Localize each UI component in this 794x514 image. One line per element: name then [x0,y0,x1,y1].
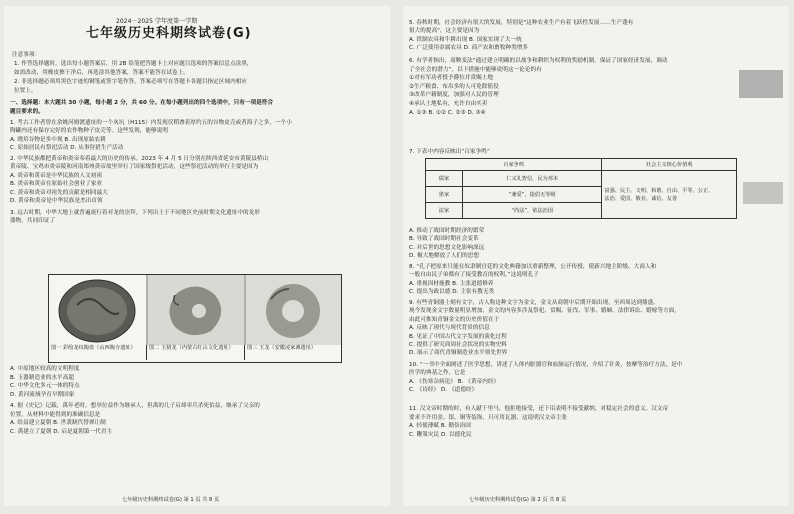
q6-line: ③改革户籍制度，加强对人民的管理 [409,92,499,99]
table-school: 儒家 [426,171,463,187]
q5-line: 很大的提高"，这主要是因为 [409,28,480,35]
question-7-table [425,158,737,219]
q4-line: C. 禹建立了夏朝 D. 启是夏朝第一代君主 [10,428,113,435]
table-idea: 仁义礼智信，民为邦本 [463,171,602,187]
notices-line: 2. 非选择题必须用黑色字迹的钢笔或签字笔作答，答案必须写在答题卡各题目指定区域内相应 [14,79,248,85]
exam-page-1 [4,6,390,506]
q9-line: B. 见证了中国古代文字发展的演化过程 [409,333,507,340]
q8-line: A. 重视因材施教 B. 主张道德修养 [409,280,494,287]
q5-line: C. 广泛使用金属农具 D. 商产农和畜牧种类增多 [409,45,529,52]
notice-label: 注意事项： [12,52,41,58]
q11-line: C. 鞭策灾民 D. 以德化民 [409,431,472,438]
section1-line: 一、选择题：本大题共 30 小题，每小题 2 分，共 60 分。在每小题列出的四个选项中，只有一项是符合 [10,100,274,106]
q9-line: A. 反映了现代与现代背景的信息 [409,325,490,332]
caption-figure-1: 图一 彩绘龙纹陶盘（山西陶寺遗址） [49,345,147,360]
q7opts-line: C. 对后世的思想文化影响深远 [409,244,485,251]
q7opts-line: D. 极大地解放了人们的思想 [409,253,480,260]
q3opts-line: D. 黄河流域孕育早期国家 [10,391,75,398]
q11-line: 要求不许用金、银、铜等装饰，只可用瓦器，这说明汉文帝主张 [409,414,568,421]
caption-figure-3: 图三 玉龙（安徽凌家滩遗址） [247,345,317,351]
q9-line: C. 提供了研究商周社会状况的实物史料 [409,342,507,348]
q1-line: 陶罐内还有保存完好的农作物种子皮壳等。这些发现，能够说明 [10,128,169,135]
painted-dragon-plate-image [59,280,135,342]
q5-line: 5. 春秋时期，社会经济有很大的发展，特别是"这种农业生产有着飞跃性发展……生产蓬有 [409,20,634,26]
q1-line: C. 原始居民有祭祀活动 D. 从事狩猎生产活动 [10,145,124,152]
q3-line: 3. 远古时期，中华大地上就普遍流行着对龙的崇拜。下列出土于不同地区史前时期文化遗址中的龙形 [10,210,260,216]
year-header: 2024－2025 学年度第一学期 [116,18,198,25]
table-header-right: 社会主义核心价值观 [602,159,737,171]
artifact-photos [49,275,341,345]
exam-page-2 [403,6,789,506]
q2-line: C. 黄帝和炎帝对祖先的贡献是相同最大 [10,189,108,196]
jade-dragon-ring-image [246,275,341,345]
q11-line: 11. 汉文帝时期的时，有人献千里马，他拒绝接受，还下诏表明不接受献纳，对稳定社会的意义。汉文帝 [409,406,669,412]
table-school: 法家 [426,203,463,219]
q10-line: 医学的典基之作，它是 [409,370,466,377]
section1-line: 题目要求的。 [10,108,44,115]
question-7-stem: 7. 下表中内容反映出“百家争鸣” [409,149,490,155]
q8-line: 8. “孔子把原来只能在奴隶制宫廷的文化典籍加以重新整理，公开传授，使新兴地主阶级、大商人和 [409,264,657,270]
q9-line: 现今发现金文字数量明显增加，金文的内容多涉及祭祀、赏赐、征伐、军事、婚姻、法律诉讼、婚嫁等方面， [409,308,680,315]
q5-line: A. 铁制农具和牛耕出现 B. 国家实现了大一统 [409,36,522,43]
q10-line: 10. “一书中全面阐述了医学思想，讲述了人体内脏器官和血脉运行情况，介绍了针灸、按摩等治疗方法，是中 [409,362,683,368]
q7opts-line: A. 推动了战国时期经济的繁荣 [409,228,485,234]
q3opts-line: C. 中华文化多元一体的特点 [10,383,80,390]
q6-line: ②生产粮食、布帛多的人可免除徭役 [409,83,499,90]
table-idea: “兼爱”，提倡无等级 [463,187,602,203]
table-school: 墨家 [426,187,463,203]
scan-smudge [743,182,783,204]
table-core-values [602,171,737,219]
q11-line: A. 轻徭薄赋 B. 勤俭治国 [409,423,471,430]
q4-line: 4. 据《史记》记载，禹年老时，想举位益作为继承人，但禹的儿子启却率兵杀死伯益，继承了父亲的 [10,403,260,409]
q3opts-line: B. 玉器制造业的水平高超 [10,374,74,381]
q2-line: B. 炎帝和黄帝在原始社会创业了家业 [10,181,103,188]
q7opts-line: B. 导致了战国时期社会变革 [409,236,479,243]
q6-line: ④承认土地私有，允许自由买卖 [409,101,488,107]
table-idea: “尚法”，依法治国 [463,203,602,219]
q6-line: ①对有军功者授予爵位并赏赐土地 [409,75,494,82]
dragon-artifacts-figure [48,274,342,363]
exam-title: 七年级历史科期终试卷(G) [86,26,252,41]
core-values-line: 法治、爱国、敬业、诚信、友善 [604,195,678,202]
q2-line: A. 炎帝和黄帝是中华民族的人文初祖 [10,172,103,179]
notices-line: 如需改动，用橡皮擦干净后，再选涂其他答案，答案不能答在试卷上。 [14,70,189,76]
q8-line: C. 提出为政以德 D. 主张有教无类 [409,289,495,296]
notices-line: 1. 作答选择题时，选出每小题答案后，用 2B 铅笔把答题卡上对应题目选项的答案信息点涂黑， [14,61,253,67]
core-values-line: 富强、民主、文明、和谐、自由、平等、公正、 [604,187,714,194]
q4-line: A. 给益建立夏朝 B. 世袭制代替禅让制 [10,420,106,427]
q9-line: D. 展示了商代青铜制造业水平领先世界 [409,350,508,357]
q2-line: 黄帝陵、宝鸡市炎帝陵和河南郑州黄帝故里举行了国家级祭祀活动，这些祭祀活动的举行主要是因为 [10,164,259,171]
page-footer-2: 七年级历史科期终试卷(G) 第 2 页 共 8 页 [469,497,567,503]
caption-figure-2: 图二 玉猪龙（内蒙古红山文化遗址） [147,345,245,360]
q2-line: D. 黄帝和炎帝是中华民族是杰出首领 [10,198,103,204]
q4-line: 位置，从材料中能得到的准确信息是 [10,411,101,418]
q8-line: 一般自由民子弟都有了接受教育的权利，”这说明孔子 [409,272,539,279]
notices-line: 位置上。 [14,88,37,94]
q3-line: 器物，共同印证了 [10,218,56,225]
q6-line: 6. 有学者指出，商鞅变法“通过建立明确的以战争和耕织为权利的奖励机制，保证了国家经济发展，调动 [409,58,668,64]
jade-pig-dragon-image [148,275,244,345]
q1-line: 1. 考古工作者曾在余姚河姆渡遗址的一个灰坑（H115）内发现仅稻叠着厚约五的谷物皮壳或者海子之多，一个小 [10,120,292,126]
page-footer-1: 七年级历史科期终试卷(G) 第 1 页 共 8 页 [122,497,220,503]
q9-line: 由此可推知青铜金文的历史价值在于 [409,316,500,323]
q1-line: A. 晓培谷物是多中现 B. 出现原始农耕 [10,136,106,143]
q6-line: A. ①③ B. ①② C. ②③ D. ③④ [409,109,486,116]
q6-line: 了全社会的潜力”。以下措施中能够说明这一论论的有 [409,66,542,73]
table-header-left: 百家争鸣 [426,159,602,171]
q2-line: 2. 中华民族都把黄帝和炎帝奉着最大的历史的传承。2023 年 4 月 5 日分别在陕西省延安市黄陵县桥山 [10,156,269,162]
q10-line: C. 《诗经》 D. 《道德经》 [409,387,478,394]
q10-line: A. 《伤寒杂病论》 B. 《黄帝内经》 [409,378,500,385]
scan-smudge [739,70,783,98]
q3opts-line: A. 中原地区较高的文明程度 [10,366,80,372]
q9-line: 9. 有些青铜器上刻有文字，古人称这种文字为金文，金文从商朝中后期开始出现，至西周达到鼎盛。 [409,300,659,306]
